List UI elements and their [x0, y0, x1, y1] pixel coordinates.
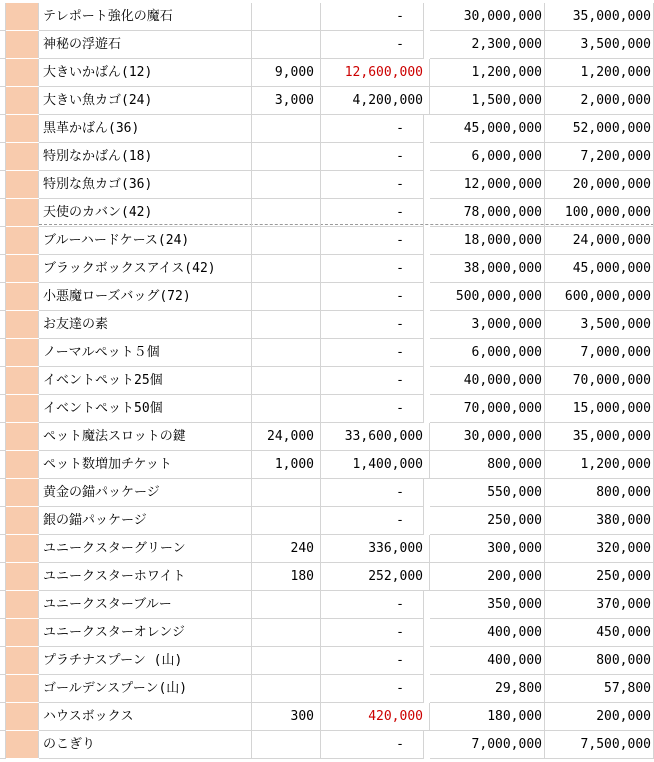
quantity-cell[interactable]	[252, 3, 321, 31]
quantity-cell[interactable]: 180	[252, 563, 321, 591]
highlight-cell[interactable]	[6, 87, 39, 114]
item-name-cell[interactable]: ブラックボックスアイス(42)	[39, 255, 252, 283]
item-name-cell[interactable]: のこぎり	[39, 731, 252, 759]
table-row	[0, 619, 654, 647]
price-low-cell[interactable]: 30,000,000	[430, 423, 545, 451]
highlight-cell[interactable]	[6, 423, 39, 450]
empty-total-dash: -	[396, 625, 404, 640]
quantity-cell[interactable]	[252, 591, 321, 619]
quantity-cell[interactable]: 300	[252, 703, 321, 731]
item-name-cell[interactable]: ブルーハードケース(24)	[39, 227, 252, 255]
item-name-cell[interactable]: ユニークスターブルー	[39, 591, 252, 619]
highlight-cell[interactable]	[6, 339, 39, 366]
quantity-cell[interactable]	[252, 619, 321, 647]
price-low-cell[interactable]: 1,500,000	[430, 87, 545, 115]
total-cell[interactable]: 1,400,000	[321, 451, 430, 479]
quantity-cell[interactable]: 1,000	[252, 451, 321, 479]
item-name-cell[interactable]: 銀の錨パッケージ	[39, 507, 252, 535]
price-low-cell[interactable]: 30,000,000	[430, 3, 545, 31]
price-high-cell[interactable]: 35,000,000	[545, 423, 654, 451]
price-low-cell[interactable]: 29,800	[430, 675, 545, 703]
quantity-cell[interactable]	[252, 115, 321, 143]
quantity-cell[interactable]	[252, 171, 321, 199]
table-row	[0, 479, 654, 507]
price-high-cell[interactable]: 2,000,000	[545, 87, 654, 115]
empty-total-dash: -	[396, 597, 404, 612]
price-low-cell[interactable]: 400,000	[430, 647, 545, 675]
quantity-cell[interactable]	[252, 339, 321, 367]
table-row	[0, 591, 654, 619]
total-cell[interactable]	[321, 591, 424, 619]
table-row	[0, 339, 654, 367]
empty-total-dash: -	[396, 345, 404, 360]
total-cell[interactable]	[321, 507, 424, 535]
price-high-cell[interactable]: 70,000,000	[545, 367, 654, 395]
table-row	[0, 451, 654, 479]
total-cell[interactable]	[321, 619, 424, 647]
empty-total-dash: -	[396, 121, 404, 136]
highlight-cell[interactable]	[6, 115, 39, 142]
highlight-cell[interactable]	[6, 199, 39, 226]
price-low-cell[interactable]: 400,000	[430, 619, 545, 647]
price-low-cell[interactable]: 70,000,000	[430, 395, 545, 423]
table-row	[0, 171, 654, 199]
total-cell[interactable]	[321, 311, 424, 339]
quantity-cell[interactable]	[252, 367, 321, 395]
total-cell[interactable]	[321, 3, 424, 31]
empty-total-dash: -	[396, 513, 404, 528]
table-row	[0, 395, 654, 423]
quantity-cell[interactable]	[252, 199, 321, 227]
total-cell[interactable]	[321, 479, 424, 507]
empty-total-dash: -	[396, 373, 404, 388]
price-low-cell[interactable]: 40,000,000	[430, 367, 545, 395]
price-low-cell[interactable]: 800,000	[430, 451, 545, 479]
highlight-cell[interactable]	[6, 535, 39, 562]
highlight-cell[interactable]	[6, 59, 39, 86]
empty-total-dash: -	[396, 653, 404, 668]
quantity-cell[interactable]: 240	[252, 535, 321, 563]
highlight-cell[interactable]	[6, 591, 39, 618]
item-name-cell[interactable]: 小悪魔ローズバッグ(72)	[39, 283, 252, 311]
price-low-cell[interactable]: 78,000,000	[430, 199, 545, 227]
item-name-cell[interactable]: イベントペット50個	[39, 395, 252, 423]
price-low-cell[interactable]: 3,000,000	[430, 311, 545, 339]
quantity-cell[interactable]	[252, 143, 321, 171]
total-cell[interactable]: 336,000	[321, 535, 430, 563]
quantity-cell[interactable]	[252, 507, 321, 535]
item-name-cell[interactable]: 特別なかばん(18)	[39, 143, 252, 171]
total-cell[interactable]	[321, 283, 424, 311]
highlight-cell[interactable]	[6, 367, 39, 394]
quantity-cell[interactable]	[252, 227, 321, 255]
price-high-cell[interactable]: 800,000	[545, 479, 654, 507]
empty-total-dash: -	[396, 317, 404, 332]
empty-total-dash: -	[396, 9, 404, 24]
table-row	[0, 87, 654, 115]
highlight-cell[interactable]	[6, 395, 39, 422]
price-high-cell[interactable]: 3,500,000	[545, 31, 654, 59]
item-name-cell[interactable]: ゴールデンスプーン(山)	[39, 675, 252, 703]
price-high-cell[interactable]: 450,000	[545, 619, 654, 647]
item-name-cell[interactable]: 黄金の錨パッケージ	[39, 479, 252, 507]
highlight-cell[interactable]	[6, 171, 39, 198]
price-low-cell[interactable]: 350,000	[430, 591, 545, 619]
price-high-cell[interactable]: 57,800	[545, 675, 654, 703]
item-name-cell[interactable]: 大きい魚カゴ(24)	[39, 87, 252, 115]
empty-total-dash: -	[396, 205, 404, 220]
highlight-cell[interactable]	[6, 619, 39, 646]
total-cell[interactable]	[321, 731, 424, 759]
item-name-cell[interactable]: 特別な魚カゴ(36)	[39, 171, 252, 199]
highlight-cell[interactable]	[6, 563, 39, 590]
empty-total-dash: -	[396, 177, 404, 192]
highlight-cell[interactable]	[6, 479, 39, 506]
total-cell[interactable]	[321, 227, 424, 255]
price-high-cell[interactable]: 100,000,000	[545, 199, 654, 227]
table-row	[0, 703, 654, 731]
price-low-cell[interactable]: 12,000,000	[430, 171, 545, 199]
quantity-cell[interactable]	[252, 647, 321, 675]
price-high-cell[interactable]: 45,000,000	[545, 255, 654, 283]
quantity-cell[interactable]	[252, 31, 321, 59]
total-cell[interactable]	[321, 199, 424, 227]
item-name-cell[interactable]: ノーマルペット５個	[39, 339, 252, 367]
empty-total-dash: -	[396, 37, 404, 52]
price-low-cell[interactable]: 6,000,000	[430, 143, 545, 171]
empty-total-dash: -	[396, 261, 404, 276]
price-high-cell[interactable]: 7,500,000	[545, 731, 654, 759]
highlight-cell[interactable]	[6, 31, 39, 58]
total-cell[interactable]	[321, 339, 424, 367]
total-cell[interactable]: 4,200,000	[321, 87, 430, 115]
total-cell[interactable]: 12,600,000	[321, 59, 430, 87]
total-cell[interactable]	[321, 115, 424, 143]
quantity-cell[interactable]: 3,000	[252, 87, 321, 115]
highlight-cell[interactable]	[6, 255, 39, 282]
total-cell[interactable]	[321, 31, 424, 59]
highlight-cell[interactable]	[6, 731, 39, 758]
price-high-cell[interactable]: 15,000,000	[545, 395, 654, 423]
quantity-cell[interactable]	[252, 395, 321, 423]
highlight-cell[interactable]	[6, 451, 39, 478]
price-low-cell[interactable]: 300,000	[430, 535, 545, 563]
item-name-cell[interactable]: ユニークスターホワイト	[39, 563, 252, 591]
total-cell[interactable]	[321, 647, 424, 675]
price-high-cell[interactable]: 7,000,000	[545, 339, 654, 367]
table-row	[0, 423, 654, 451]
price-low-cell[interactable]: 200,000	[430, 563, 545, 591]
table-row	[0, 563, 654, 591]
item-name-cell[interactable]: ペット数増加チケット	[39, 451, 252, 479]
table-row	[0, 675, 654, 703]
highlight-cell[interactable]	[6, 311, 39, 338]
price-low-cell[interactable]: 6,000,000	[430, 339, 545, 367]
highlight-cell[interactable]	[6, 143, 39, 170]
quantity-cell[interactable]	[252, 479, 321, 507]
price-high-cell[interactable]: 380,000	[545, 507, 654, 535]
empty-total-dash: -	[396, 401, 404, 416]
item-name-cell[interactable]: ハウスボックス	[39, 703, 252, 731]
price-high-cell[interactable]: 600,000,000	[545, 283, 654, 311]
table-row	[0, 731, 654, 759]
highlight-cell[interactable]	[6, 647, 39, 674]
price-low-cell[interactable]: 180,000	[430, 703, 545, 731]
item-name-cell[interactable]: 大きいかばん(12)	[39, 59, 252, 87]
empty-total-dash: -	[396, 737, 404, 752]
empty-total-dash: -	[396, 681, 404, 696]
price-low-cell[interactable]: 550,000	[430, 479, 545, 507]
table-row	[0, 283, 654, 311]
price-low-cell[interactable]: 250,000	[430, 507, 545, 535]
item-name-cell[interactable]: プラチナスプーン (山)	[39, 647, 252, 675]
price-high-cell[interactable]: 24,000,000	[545, 227, 654, 255]
price-high-cell[interactable]: 7,200,000	[545, 143, 654, 171]
quantity-cell[interactable]	[252, 311, 321, 339]
price-high-cell[interactable]: 250,000	[545, 563, 654, 591]
table-row	[0, 199, 654, 227]
highlight-cell[interactable]	[6, 3, 39, 30]
total-cell[interactable]	[321, 367, 424, 395]
price-high-cell[interactable]: 200,000	[545, 703, 654, 731]
item-name-cell[interactable]: ペット魔法スロットの鍵	[39, 423, 252, 451]
table-row	[0, 311, 654, 339]
total-cell[interactable]: 252,000	[321, 563, 430, 591]
price-high-cell[interactable]: 35,000,000	[545, 3, 654, 31]
table-row	[0, 255, 654, 283]
total-cell[interactable]: 33,600,000	[321, 423, 430, 451]
total-cell[interactable]	[321, 143, 424, 171]
table-row	[0, 115, 654, 143]
price-low-cell[interactable]: 2,300,000	[430, 31, 545, 59]
quantity-cell[interactable]	[252, 283, 321, 311]
price-high-cell[interactable]: 52,000,000	[545, 115, 654, 143]
highlight-cell[interactable]	[6, 227, 39, 254]
item-name-cell[interactable]: テレポート強化の魔石	[39, 3, 252, 31]
total-cell[interactable]	[321, 395, 424, 423]
table-row	[0, 507, 654, 535]
table-row	[0, 3, 654, 31]
table-row	[0, 647, 654, 675]
table-row	[0, 227, 654, 255]
total-cell[interactable]	[321, 171, 424, 199]
item-name-cell[interactable]: イベントペット25個	[39, 367, 252, 395]
table-row	[0, 31, 654, 59]
quantity-cell[interactable]: 24,000	[252, 423, 321, 451]
table-row	[0, 143, 654, 171]
price-low-cell[interactable]: 18,000,000	[430, 227, 545, 255]
quantity-cell[interactable]: 9,000	[252, 59, 321, 87]
highlight-cell[interactable]	[6, 703, 39, 730]
price-high-cell[interactable]: 1,200,000	[545, 59, 654, 87]
item-name-cell[interactable]: 神秘の浮遊石	[39, 31, 252, 59]
price-high-cell[interactable]: 800,000	[545, 647, 654, 675]
item-name-cell[interactable]: ユニークスターグリーン	[39, 535, 252, 563]
quantity-cell[interactable]	[252, 675, 321, 703]
price-high-cell[interactable]: 1,200,000	[545, 451, 654, 479]
item-name-cell[interactable]: お友達の素	[39, 311, 252, 339]
highlight-cell[interactable]	[6, 675, 39, 702]
price-high-cell[interactable]: 320,000	[545, 535, 654, 563]
empty-total-dash: -	[396, 149, 404, 164]
table-row	[0, 59, 654, 87]
price-low-cell[interactable]: 45,000,000	[430, 115, 545, 143]
empty-total-dash: -	[396, 485, 404, 500]
price-low-cell[interactable]: 38,000,000	[430, 255, 545, 283]
price-low-cell[interactable]: 1,200,000	[430, 59, 545, 87]
item-name-cell[interactable]: 天使のカバン(42)	[39, 199, 252, 227]
highlight-cell[interactable]	[6, 283, 39, 310]
empty-total-dash: -	[396, 233, 404, 248]
total-cell[interactable]: 420,000	[321, 703, 430, 731]
quantity-cell[interactable]	[252, 731, 321, 759]
price-low-cell[interactable]: 500,000,000	[430, 283, 545, 311]
table-row	[0, 367, 654, 395]
quantity-cell[interactable]	[252, 255, 321, 283]
item-name-cell[interactable]: ユニークスターオレンジ	[39, 619, 252, 647]
price-high-cell[interactable]: 3,500,000	[545, 311, 654, 339]
total-cell[interactable]	[321, 255, 424, 283]
price-low-cell[interactable]: 7,000,000	[430, 731, 545, 759]
item-name-cell[interactable]: 黒革かばん(36)	[39, 115, 252, 143]
highlight-cell[interactable]	[6, 507, 39, 534]
price-high-cell[interactable]: 370,000	[545, 591, 654, 619]
empty-total-dash: -	[396, 289, 404, 304]
table-row	[0, 535, 654, 563]
price-high-cell[interactable]: 20,000,000	[545, 171, 654, 199]
total-cell[interactable]	[321, 675, 424, 703]
